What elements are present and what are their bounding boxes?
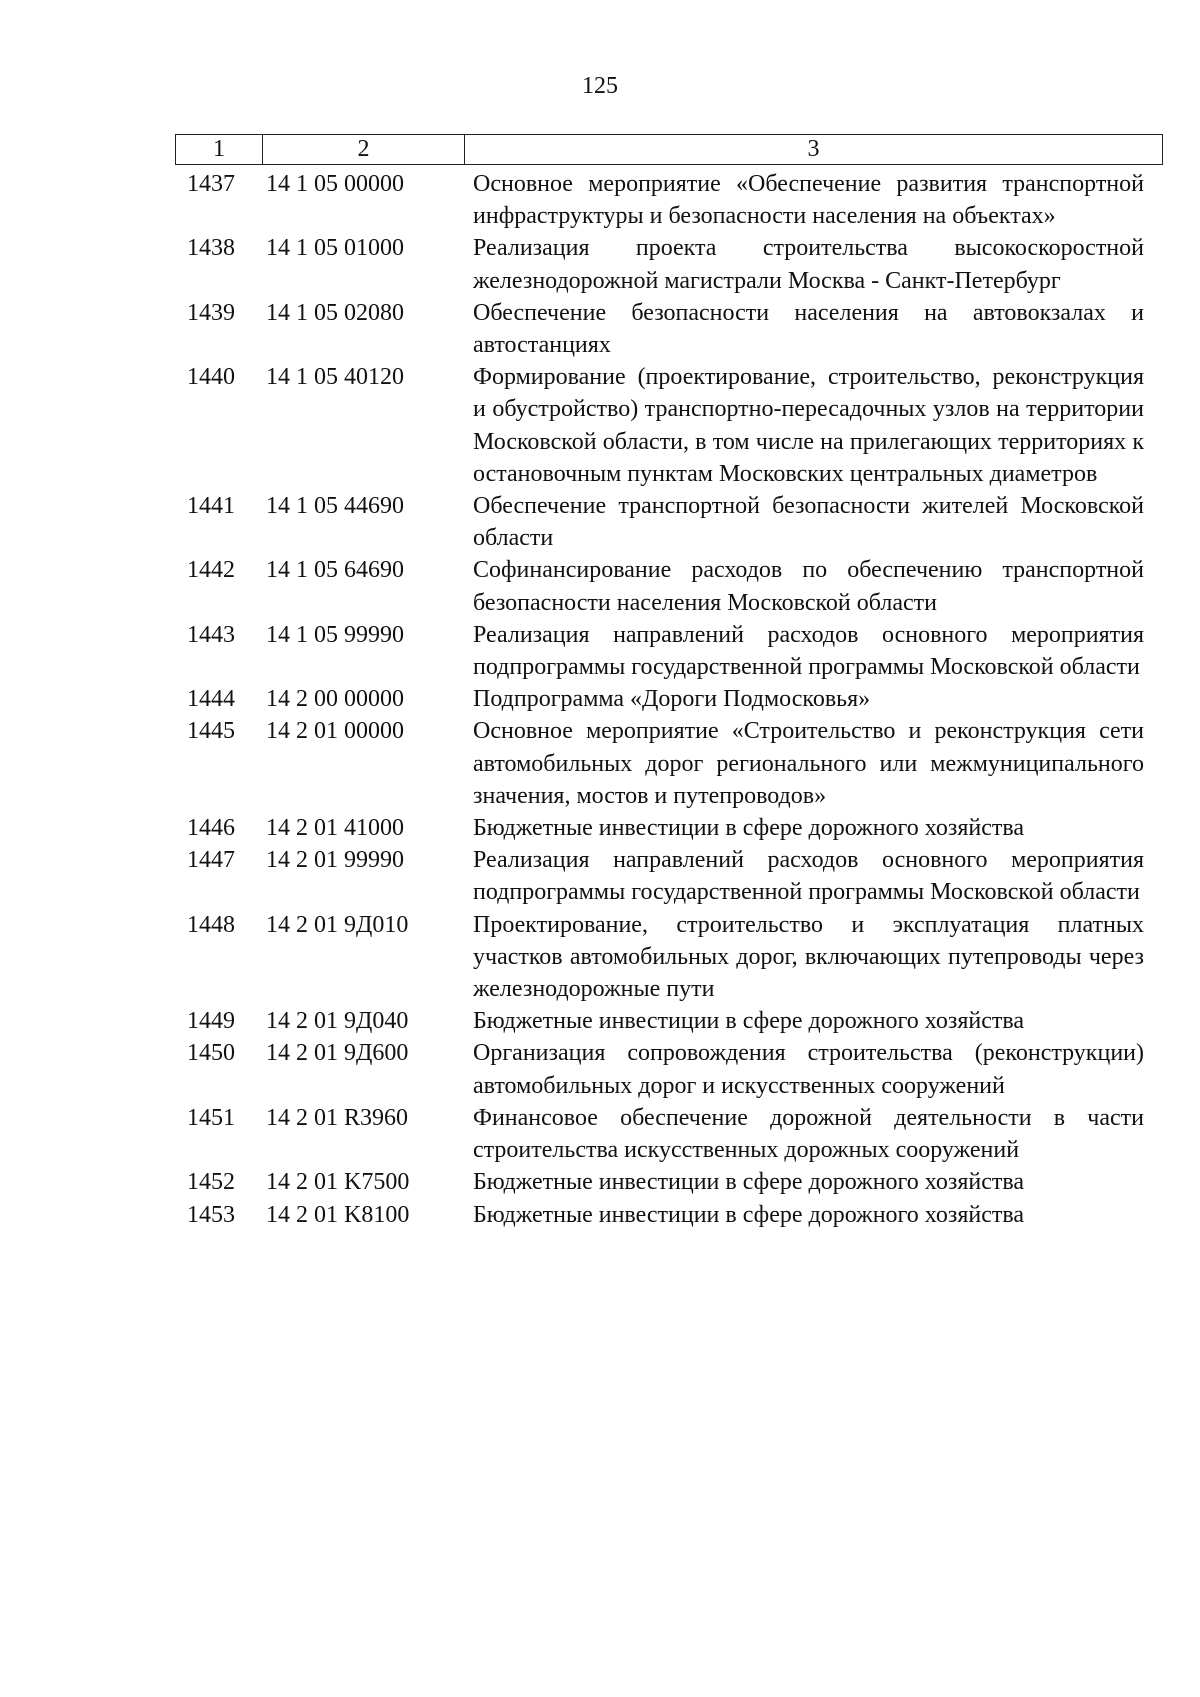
classification-code: 14 2 01 K8100 xyxy=(266,1201,410,1228)
row-description: Бюджетные инвестиции в сфере дорожного хозяйства xyxy=(473,815,1025,842)
row-number: 1449 xyxy=(187,1008,235,1035)
row-description: Бюджетные инвестиции в сфере дорожного хозяйства xyxy=(473,1008,1025,1035)
table-row xyxy=(175,715,1163,812)
table-row xyxy=(175,490,1163,554)
table-row xyxy=(175,361,1163,490)
classification-code: 14 2 01 9Д010 xyxy=(266,911,409,938)
page-number: 125 xyxy=(582,73,618,99)
table-row xyxy=(175,1037,1163,1101)
row-description: Реализация проекта строительства высокоскоростной железнодорожной магистрали Москва - Санкт-Петербург xyxy=(473,235,1144,294)
header-col-2: 2 xyxy=(262,135,464,164)
row-number: 1445 xyxy=(187,718,235,745)
row-number: 1448 xyxy=(187,911,235,938)
row-number: 1440 xyxy=(187,364,235,391)
classification-code: 14 2 01 R3960 xyxy=(266,1104,409,1131)
table-row xyxy=(175,909,1163,1006)
row-number: 1453 xyxy=(187,1201,235,1228)
classification-code: 14 1 05 02080 xyxy=(266,299,404,326)
row-description: Основное мероприятие «Обеспечение развития транспортной инфраструктуры и безопасности населения на объектах» xyxy=(473,171,1144,230)
row-description: Реализация направлений расходов основного мероприятия подпрограммы государственной программы Московской области xyxy=(473,621,1144,681)
table-row xyxy=(175,168,1163,232)
classification-code: 14 1 05 99990 xyxy=(266,621,404,648)
table-row xyxy=(175,1199,1163,1231)
classification-code: 14 1 05 44690 xyxy=(266,493,404,520)
classification-code: 14 1 05 01000 xyxy=(266,235,404,262)
row-description: Софинансирование расходов по обеспечению транспортной безопасности населения Московской области xyxy=(473,557,1144,616)
classification-code: 14 2 00 00000 xyxy=(266,686,404,713)
row-description: Основное мероприятие «Строительство и реконструкция сети автомобильных дорог регионального или межмуниципального значения, мостов и путепроводов» xyxy=(473,718,1144,809)
row-number: 1450 xyxy=(187,1040,235,1067)
classification-code: 14 2 01 00000 xyxy=(266,718,404,745)
row-description: Финансовое обеспечение дорожной деятельности в части строительства искусственных дорожных сооружений xyxy=(473,1104,1144,1164)
table-body xyxy=(175,168,1163,1231)
classification-code: 14 2 01 41000 xyxy=(266,815,404,842)
table-header xyxy=(175,134,1163,165)
row-description: Формирование (проектирование, строительство, реконструкция и обустройство) транспортно-пересадочных узлов на территории Московской области, в том числе на прилегающих территориях к остановочным пунктам Московских центральных диаметров xyxy=(473,364,1144,487)
row-number: 1447 xyxy=(187,847,235,874)
row-number: 1443 xyxy=(187,621,235,648)
row-description: Подпрограмма «Дороги Подмосковья» xyxy=(473,686,871,713)
table-row xyxy=(175,1166,1163,1198)
row-number: 1439 xyxy=(187,299,235,326)
row-description: Бюджетные инвестиции в сфере дорожного хозяйства xyxy=(473,1169,1025,1196)
table-row xyxy=(175,619,1163,683)
row-number: 1446 xyxy=(187,815,235,842)
row-number: 1452 xyxy=(187,1169,235,1196)
header-col-1: 1 xyxy=(213,136,225,162)
table-row xyxy=(175,683,1163,715)
classification-code: 14 2 01 99990 xyxy=(266,847,404,874)
row-number: 1444 xyxy=(187,686,235,713)
row-number: 1442 xyxy=(187,557,235,584)
classification-code: 14 1 05 00000 xyxy=(266,171,404,197)
table-row xyxy=(175,232,1163,296)
table-row xyxy=(175,1005,1163,1037)
classification-code: 14 2 01 9Д040 xyxy=(266,1008,409,1035)
row-number: 1438 xyxy=(187,235,235,262)
classification-code: 14 2 01 9Д600 xyxy=(266,1040,409,1067)
table-row xyxy=(175,297,1163,361)
row-description: Организация сопровождения строительства (реконструкции) автомобильных дорог и искусственных сооружений xyxy=(473,1040,1144,1099)
row-number: 1451 xyxy=(187,1104,235,1131)
row-description: Обеспечение транспортной безопасности жителей Московской области xyxy=(473,493,1144,552)
table-row xyxy=(175,1102,1163,1166)
row-description: Обеспечение безопасности населения на автовокзалах и автостанциях xyxy=(473,299,1144,359)
row-description: Проектирование, строительство и эксплуатация платных участков автомобильных дорог, включающих путепроводы через железнодорожные пути xyxy=(473,911,1144,1003)
row-description: Бюджетные инвестиции в сфере дорожного хозяйства xyxy=(473,1201,1025,1228)
row-number: 1441 xyxy=(187,493,235,520)
row-number: 1437 xyxy=(187,171,235,197)
classification-code: 14 1 05 64690 xyxy=(266,557,404,584)
table-row xyxy=(175,812,1163,844)
header-col-3: 3 xyxy=(464,135,1162,164)
classification-code: 14 1 05 40120 xyxy=(266,364,404,391)
table-row xyxy=(175,554,1163,618)
classification-code: 14 2 01 K7500 xyxy=(266,1169,410,1196)
row-description: Реализация направлений расходов основного мероприятия подпрограммы государственной программы Московской области xyxy=(473,847,1144,906)
table-row xyxy=(175,844,1163,908)
